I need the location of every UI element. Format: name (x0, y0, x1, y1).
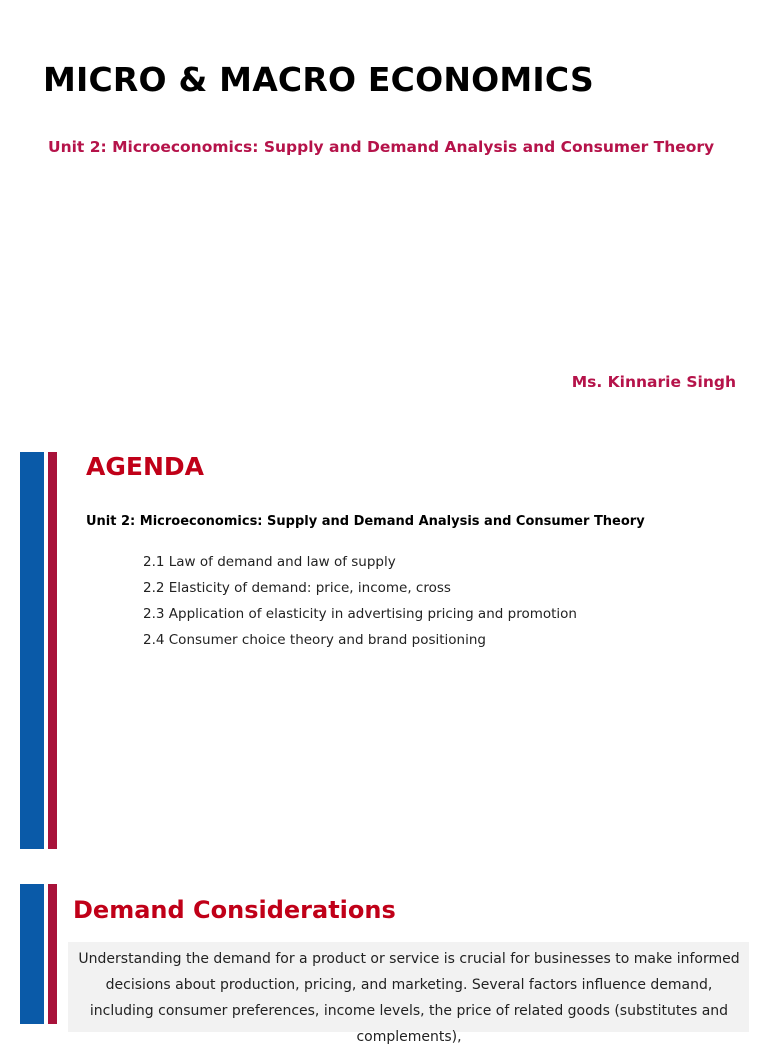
agenda-item: 2.4 Consumer choice theory and brand positioning (143, 632, 486, 648)
decorative-blue-bar (20, 452, 44, 849)
agenda-heading: AGENDA (86, 452, 204, 481)
presentation-title: MICRO & MACRO ECONOMICS (43, 60, 594, 99)
demand-slide (0, 884, 768, 1045)
presentation-subtitle: Unit 2: Microeconomics: Supply and Demand Analysis and Consumer Theory (48, 138, 715, 156)
decorative-red-bar (48, 884, 57, 1024)
decorative-red-bar (48, 452, 57, 849)
demand-paragraph: Understanding the demand for a product or service is crucial for businesses to make informed decisions about production, pricing, and marketing. Several factors influence demand, including consumer preferences, income levels, the price of related goods (substitutes and complements), (78, 951, 740, 1045)
agenda-item: 2.2 Elasticity of demand: price, income, cross (143, 580, 451, 596)
demand-heading: Demand Considerations (73, 896, 396, 924)
agenda-item: 2.1 Law of demand and law of supply (143, 554, 396, 570)
author-name: Ms. Kinnarie Singh (571, 373, 736, 391)
agenda-list (143, 549, 577, 653)
title-slide (0, 0, 768, 430)
agenda-item: 2.3 Application of elasticity in advertising pricing and promotion (143, 606, 577, 622)
agenda-unit-title: Unit 2: Microeconomics: Supply and Demand Analysis and Consumer Theory (86, 514, 645, 529)
agenda-slide (0, 452, 768, 849)
decorative-blue-bar (20, 884, 44, 1024)
